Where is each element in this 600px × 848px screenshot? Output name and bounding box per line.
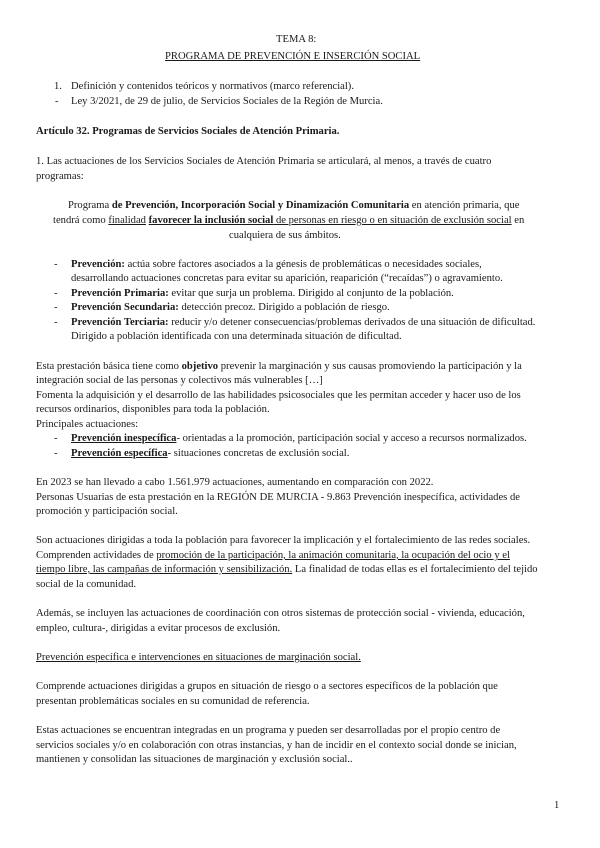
program-line-3: cualquiera de sus ámbitos.: [229, 230, 341, 241]
bullet-dash: -: [54, 448, 58, 459]
bullet-dash: -: [54, 317, 58, 328]
objective-line-2: integración social de las personas y colectivos más vulnerables […]: [36, 375, 323, 386]
bullet-dash: -: [54, 433, 58, 444]
program-line-1: Programa de Prevención, Incorporación Social y Dinamización Comunitaria en atención primaria, que: [68, 200, 520, 211]
toc-marker-2: -: [55, 96, 59, 107]
action-item-especifica: Prevención específica- situaciones concretas de exclusión social.: [71, 448, 350, 459]
community-line-4: social de la comunidad.: [36, 579, 137, 590]
integrated-line-1: Estas actuaciones se encuentran integradas en un programa y pueden ser desarrolladas por el propio centro de: [36, 725, 501, 736]
bullet-dash: -: [54, 288, 58, 299]
specific-line-2: presentan problemáticas sociales en su comunidad de referencia.: [36, 696, 310, 707]
objective-line-1: Esta prestación básica tiene como objetivo prevenir la marginación y sus causas promoviendo la participación y la: [36, 361, 522, 372]
article-heading: Artículo 32. Programas de Servicios Sociales de Atención Primaria.: [36, 126, 340, 137]
prevention-primary-item: Prevención Primaria: evitar que surja un problema. Dirigido al conjunto de la población.: [71, 288, 454, 299]
community-line-2: Comprenden actividades de promoción de la participación, la animación comunitaria, la ocupación del ocio y el: [36, 550, 510, 561]
community-line-3: tiempo libre, las campañas de información y sensibilización. La finalidad de todas ellas es el fortalecimiento del tejido: [36, 564, 538, 575]
coordination-line-1: Además, se incluyen las actuaciones de coordinación con otros sistemas de protección social - vivienda, educación,: [36, 608, 525, 619]
prevention-tertiary-item: Prevención Terciaria: reducir y/o detener consecuencias/problemas derivados de una situación de dificultad.: [71, 317, 536, 328]
specific-line-1: Comprende actuaciones dirigidas a grupos en situación de riesgo o a sectores específicos de la población que: [36, 681, 498, 692]
stats-line-1: En 2023 se han llevado a cabo 1.561.979 actuaciones, aumentando en comparación con 2022.: [36, 477, 434, 488]
specific-heading: Prevención específica e intervenciones en situaciones de marginación social.: [36, 652, 361, 663]
coordination-line-2: empleo, cultura-, dirigidas a evitar procesos de exclusión.: [36, 623, 281, 634]
stats-line-2: Personas Usuarias de esta prestación en la REGIÓN DE MURCIA - 9.863 Prevención inespecífica, actividades de: [36, 492, 520, 503]
page-number: 1: [554, 800, 560, 811]
integrated-line-2: servicios sociales y/o en colaboración con otras instancias, y han de incidir en el contexto social donde se inician,: [36, 740, 517, 751]
toc-item-1: Definición y contenidos teóricos y normativos (marco referencial).: [71, 81, 354, 92]
objective-line-3: Fomenta la adquisición y el desarrollo de las habilidades psicosociales que les permitan acceder y hacer uso de los: [36, 390, 521, 401]
intro-line-1: 1. Las actuaciones de los Servicios Sociales de Atención Primaria se articulará, al menos, a través de cuatro: [36, 156, 492, 167]
intro-line-2: programas:: [36, 171, 84, 182]
prevention-secondary-item: Prevención Secundaria: detección precoz. Dirigido a población de riesgo.: [71, 302, 390, 313]
prevention-item-continued: desarrollando actuaciones concretas para evitar su aparición, reaparición (“recaídas”) o agravamiento.: [71, 273, 503, 284]
action-item-inespecifica: Prevención inespecífica- orientadas a la promoción, participación social y acceso a recursos normalizados.: [71, 433, 527, 444]
community-line-1: Son actuaciones dirigidas a toda la población para favorecer la implicación y el fortalecimiento de las redes sociales.: [36, 535, 531, 546]
bullet-dash: -: [54, 259, 58, 270]
stats-line-3: promoción y participación social.: [36, 506, 178, 517]
prevention-tertiary-continued: Dirigido a población identificada con una determinada situación de dificultad.: [71, 331, 402, 342]
objective-line-4: recursos ordinarios, disponibles para toda la población.: [36, 404, 270, 415]
actions-heading: Principales actuaciones:: [36, 419, 139, 430]
prevention-item: Prevención: actúa sobre factores asociados a la génesis de problemáticas o necesidades sociales,: [71, 259, 482, 270]
integrated-line-3: mantienen y consolidan las situaciones de marginación y exclusión social..: [36, 754, 353, 765]
document-title: PROGRAMA DE PREVENCIÓN E INSERCIÓN SOCIAL: [165, 51, 421, 62]
title-line-1: TEMA 8:: [276, 34, 317, 45]
program-line-2: tendrá como finalidad favorecer la inclusión social de personas en riesgo o en situación de exclusión social en: [53, 215, 525, 226]
bullet-dash: -: [54, 302, 58, 313]
toc-marker-1: 1.: [54, 81, 62, 92]
toc-item-2: Ley 3/2021, de 29 de julio, de Servicios Sociales de la Región de Murcia.: [71, 96, 383, 107]
